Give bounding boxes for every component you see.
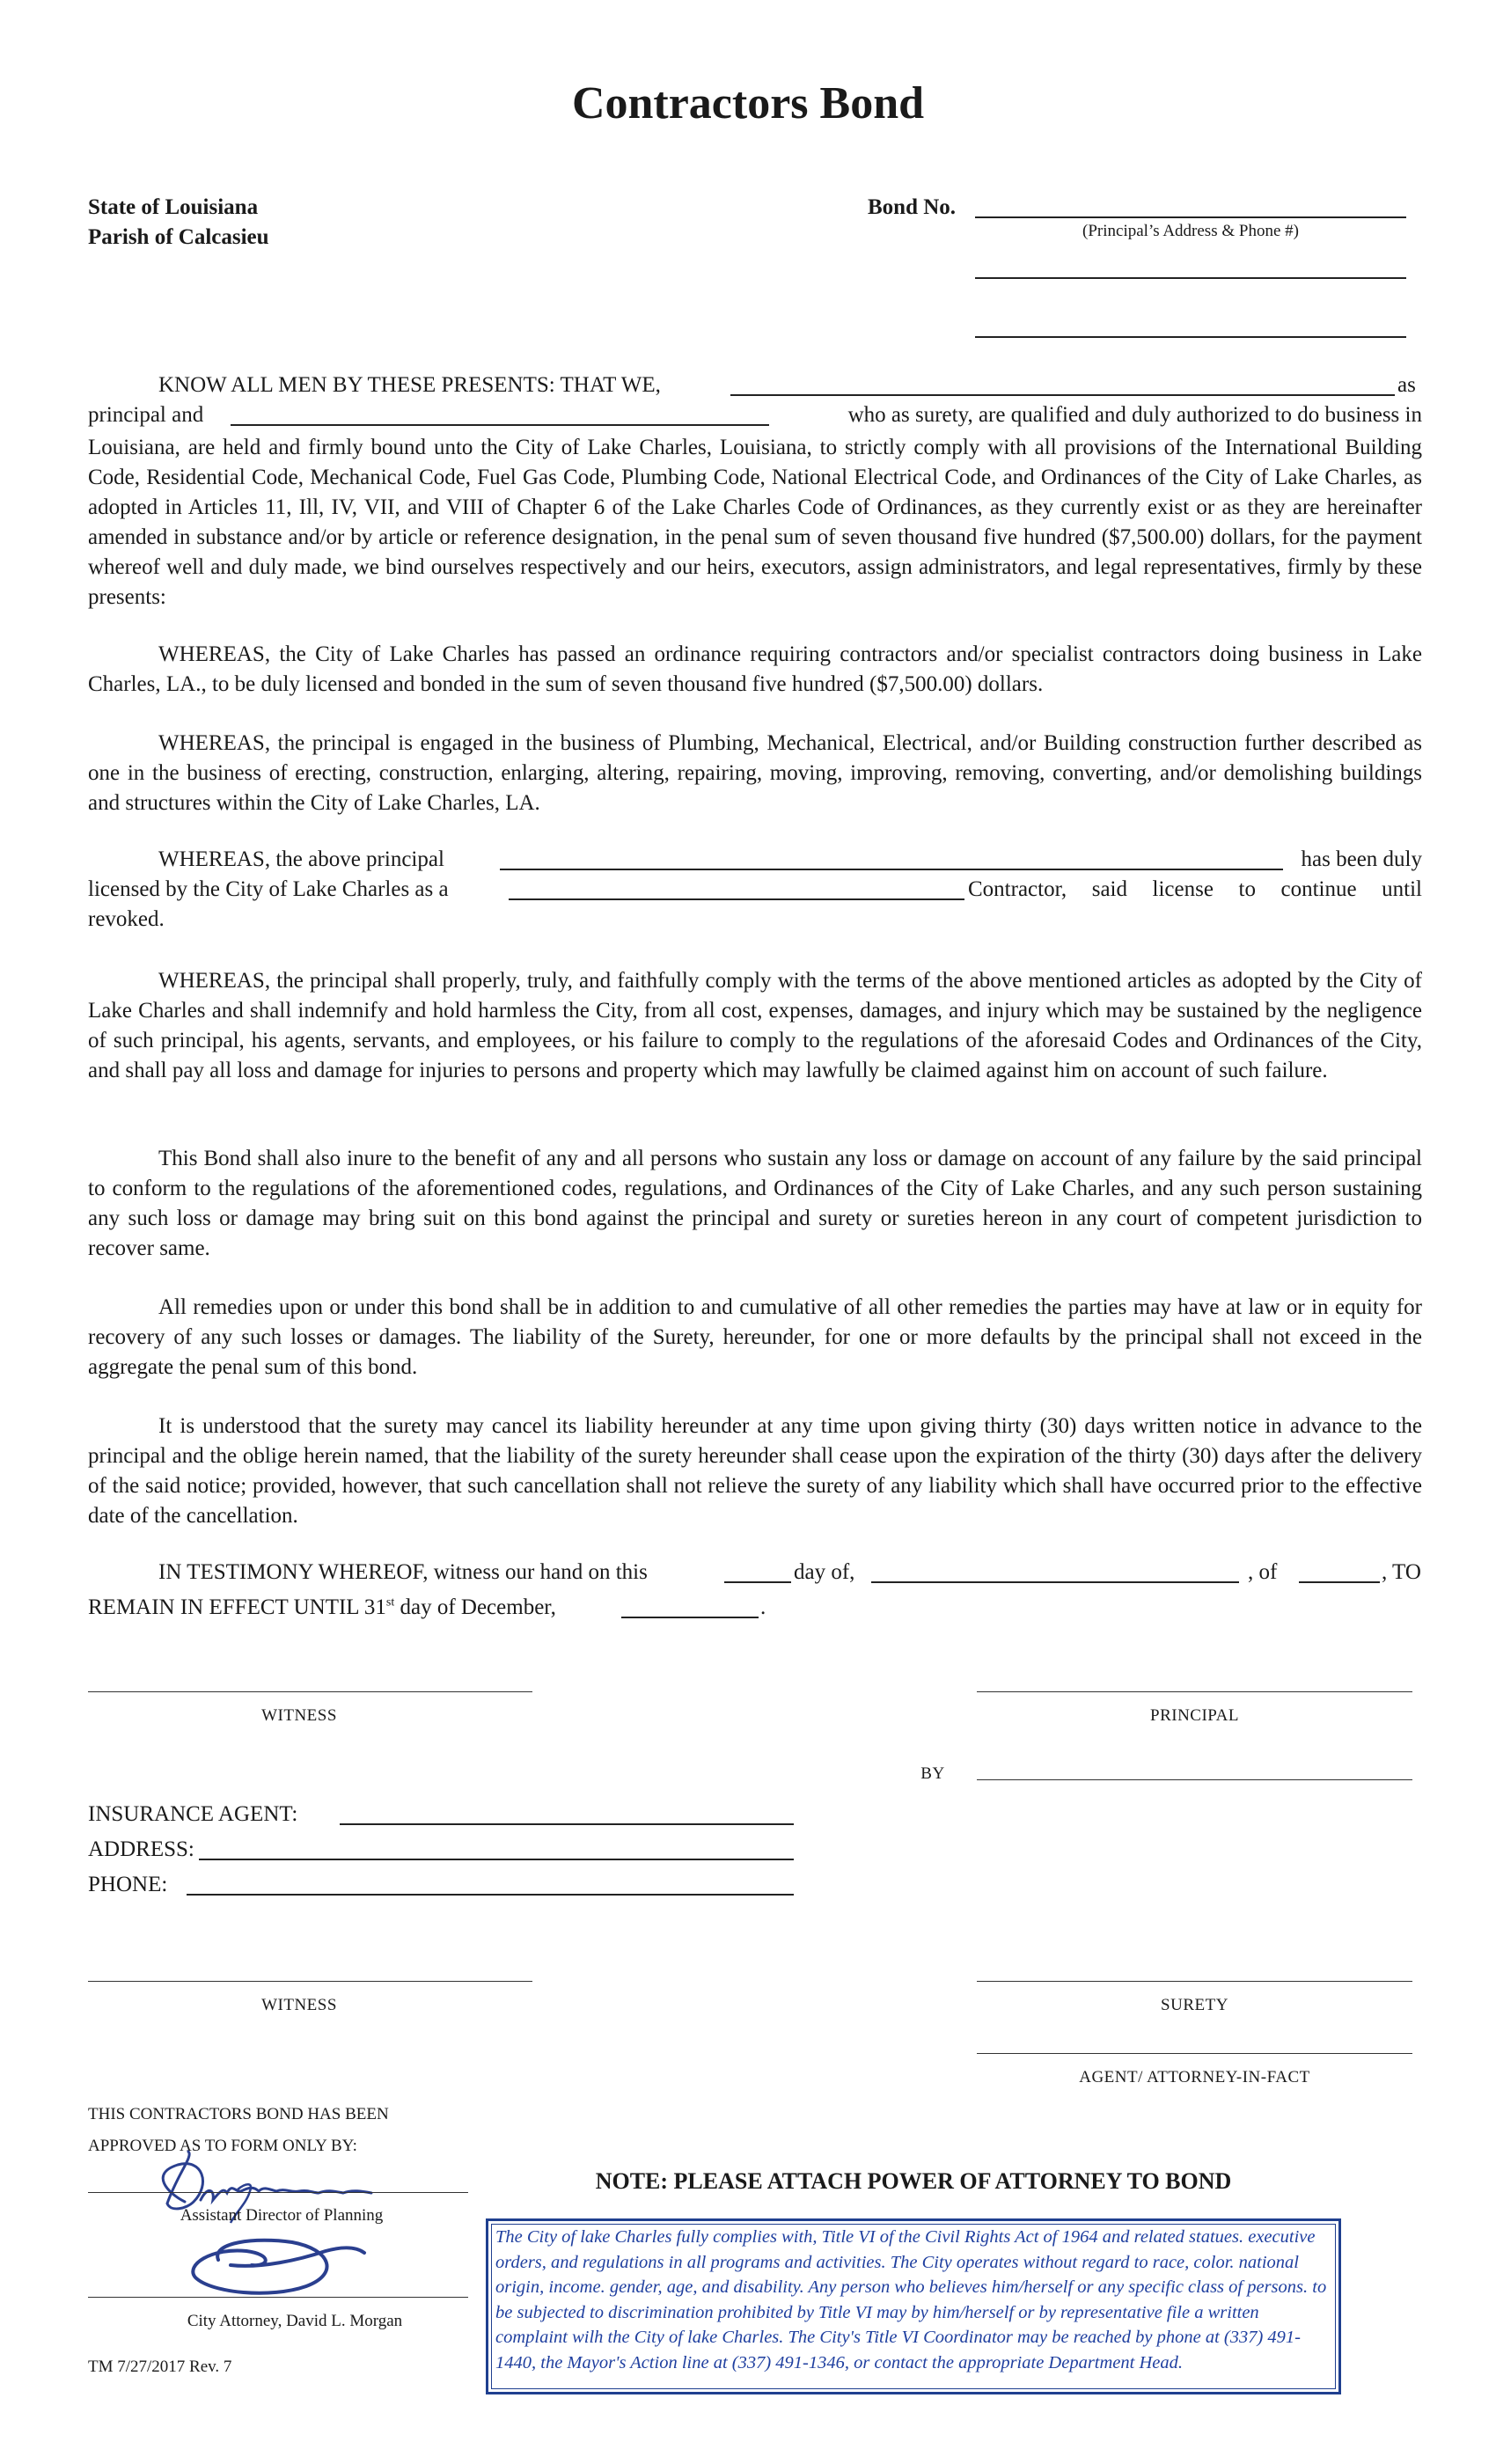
document-title: Contractors Bond: [571, 78, 925, 128]
power-of-attorney-note: NOTE: PLEASE ATTACH POWER OF ATTORNEY TO BOND: [595, 2168, 1232, 2194]
day-of-text: day of,: [794, 1560, 855, 1584]
remain-rest-text: day of December,: [400, 1595, 556, 1619]
effective-year-field[interactable]: [621, 1617, 759, 1618]
principal-signature-line[interactable]: [977, 1691, 1412, 1692]
paragraph-7-text: All remedies upon or under this bond shall be in addition to and cumulative of all other remedies the parties may have at law or in equity for recovery of any such losses or damages. The liability of the Surety, hereunder, for one or more defaults by the principal shall not exceed in the aggregate the penal sum of this bond.: [88, 1295, 1422, 1379]
paragraph-1-text: Louisiana, are held and firmly bound unto the City of Lake Charles, Louisiana, to strictly comply with all provisions of the International Building Code, Residential Code, Mechanical Code, Fuel Gas Code, Plumbing Code, National Electrical Code, and Ordinances of the City of Lake Charles, as adopted in Articles 11, Ill, IV, VII, and VIII of Chapter 6 of the Lake Charles Code of Ordinances, as they currently exist or as they are hereinafter amended in substance and/or by article or reference designation, in the penal sum of seven thousand five hundred ($7,500.00) dollars, for the payment whereof well and duly made, we bind ourselves respectively and our heirs, executors, assign administrators, and legal representatives, firmly by these presents:: [88, 436, 1422, 609]
signature-stroke: [163, 2152, 371, 2209]
paragraph-6-text: This Bond shall also inure to the benefit of any and all persons who sustain any loss or damage on account of any failure by the said principal to conform to the regulations of the aforementioned codes, regulations, and Ordinances of the City of Lake Charles, and any such person sustaining any such loss or damage may bring suit on this bond against the principal and surety or sureties hereon in any court of competent jurisdiction to recover same.: [88, 1147, 1422, 1260]
testimony-month-field[interactable]: [871, 1581, 1239, 1583]
approval-line-2: APPROVED AS TO FORM ONLY BY:: [88, 2137, 357, 2155]
state-label: State of Louisiana: [88, 195, 259, 219]
of-text: , of: [1248, 1560, 1278, 1584]
remain-text: REMAIN IN EFFECT UNTIL 31: [88, 1595, 386, 1619]
contractor-type-field[interactable]: [509, 898, 964, 900]
paragraph-3: [88, 729, 1422, 818]
agent-signature-line[interactable]: [977, 2053, 1412, 2054]
surety-name-field[interactable]: [231, 424, 769, 426]
insurance-agent-label: INSURANCE AGENT:: [88, 1802, 298, 1826]
licensed-principal-field[interactable]: [500, 869, 1283, 870]
planning-signature-line[interactable]: [88, 2192, 468, 2193]
paragraph-2: [88, 640, 1422, 700]
surety-signature-line[interactable]: [977, 1981, 1412, 1982]
bond-no-label: Bond No.: [868, 195, 957, 219]
paragraph-3-text: WHEREAS, the principal is engaged in the business of Plumbing, Mechanical, Electrical, and/or Building construction further described as one in the business of erecting, construction, enlarging, altering, repairing, moving, improving, removing, converting, and/or demolishing buildings and structures within the City of Lake Charles, LA.: [88, 731, 1422, 815]
paragraph-5-text: WHEREAS, the principal shall properly, truly, and faithfully comply with the terms of the above mentioned articles as adopted by the City of Lake Charles and shall indemnify and hold harmless the City, from all cost, expenses, damages, and injury which may be sustained by the negligence of such principal, his agents, servants, and employees, or his failure to comply to the regulations of the aforesaid Codes and Ordinances of the City, and shall pay all loss and damage for injuries to persons and property which may lawfully be claimed against him on account of such failure.: [88, 969, 1422, 1082]
bond-no-field[interactable]: [975, 216, 1406, 218]
address-field[interactable]: [199, 1859, 794, 1860]
duly-text: has been duly: [1301, 847, 1422, 871]
signature-2-stroke: [193, 2240, 364, 2293]
know-all-men-text: KNOW ALL MEN BY THESE PRESENTS: THAT WE,: [158, 373, 661, 397]
contractor-text: Contractor, said license to continue until: [968, 877, 1422, 901]
handwritten-signature-icon-2: [176, 2225, 387, 2304]
to-text: , TO: [1382, 1560, 1421, 1584]
principal-address-caption: (Principal’s Address & Phone #): [1082, 222, 1299, 240]
principal-phone-field[interactable]: [975, 336, 1406, 338]
testimony-day-field[interactable]: [724, 1581, 791, 1583]
ordinal-suffix: st: [385, 1595, 395, 1610]
paragraph-7: [88, 1293, 1422, 1382]
licensed-by-text: licensed by the City of Lake Charles as a: [88, 877, 449, 901]
phone-label: PHONE:: [88, 1873, 168, 1896]
by-caption: BY: [920, 1764, 945, 1783]
paragraph-8-text: It is understood that the surety may cancel its liability hereunder at any time upon giving thirty (30) days written notice in advance to the principal and the oblige herein named, that the liability of the surety hereunder shall cease upon the expiration of the thirty (30) days after the delivery of the said notice; provided, however, that such cancellation shall not relieve the surety of any liability which shall have occurred prior to the effective date of the cancellation.: [88, 1414, 1422, 1528]
remain-in-effect-text: [88, 1595, 556, 1620]
witness-1-caption: WITNESS: [261, 1706, 337, 1725]
paragraph-1-body: [88, 433, 1422, 612]
address-label: ADDRESS:: [88, 1837, 194, 1861]
testimony-text: IN TESTIMONY WHEREOF, witness our hand on this: [158, 1560, 648, 1584]
form-revision: TM 7/27/2017 Rev. 7: [88, 2358, 232, 2376]
paragraph-2-text: WHEREAS, the City of Lake Charles has passed an ordinance requiring contractors and/or specialist contractors doing business in Lake Charles, LA., to be duly licensed and bonded in the sum of seven thousand five hundred ($7,500.00) dollars.: [88, 642, 1422, 696]
attorney-caption: City Attorney, David L. Morgan: [187, 2312, 403, 2330]
above-principal-text: WHEREAS, the above principal: [158, 847, 444, 871]
agent-caption: AGENT/ ATTORNEY-IN-FACT: [1079, 2068, 1310, 2086]
approval-line-1: THIS CONTRACTORS BOND HAS BEEN: [88, 2105, 389, 2123]
witness-1-line[interactable]: [88, 1691, 532, 1692]
insurance-agent-field[interactable]: [340, 1823, 794, 1825]
principal-name-field[interactable]: [730, 394, 1395, 396]
attorney-signature-line[interactable]: [88, 2297, 468, 2298]
by-signature-line[interactable]: [977, 1779, 1412, 1780]
surety-caption: SURETY: [1161, 1996, 1228, 2014]
principal-address-field[interactable]: [975, 277, 1406, 279]
planning-caption: Assistant Director of Planning: [180, 2206, 384, 2225]
as-text: as: [1397, 373, 1416, 397]
revoked-text: revoked.: [88, 907, 165, 931]
witness-2-caption: WITNESS: [261, 1996, 337, 2014]
testimony-year-field[interactable]: [1299, 1581, 1380, 1583]
paragraph-8: [88, 1412, 1422, 1531]
title-vi-notice-text: The City of lake Charles fully complies with, Title VI of the Civil Rights Act of 1964 and related statues. executive orders, and regulations in all programs and activities. The City operates without regard to race, color. national origin, income. gender, age, and disability. Any person who believes him/herself or any specific class of persons. to be subjected to discrimination prohibited by Title VI may by him/herself or by representative file a written complaint wilh the City of lake Charles. The City's Title VI Coordinator may be reached by phone at (337) 491-1440, the Mayor's Action line at (337) 491-1346, or contact the appropriate Department Head.: [495, 2227, 1327, 2372]
principal-caption: PRINCIPAL: [1150, 1706, 1239, 1725]
paragraph-6: [88, 1144, 1422, 1264]
title-vi-notice: [486, 2218, 1341, 2394]
witness-2-line[interactable]: [88, 1981, 532, 1982]
phone-field[interactable]: [187, 1894, 794, 1896]
parish-label: Parish of Calcasieu: [88, 225, 269, 249]
principal-and-text: principal and: [88, 403, 204, 427]
paragraph-5: [88, 966, 1422, 1086]
period-text: .: [760, 1595, 766, 1619]
surety-text: who as surety, are qualified and duly authorized to do business in: [847, 403, 1422, 427]
